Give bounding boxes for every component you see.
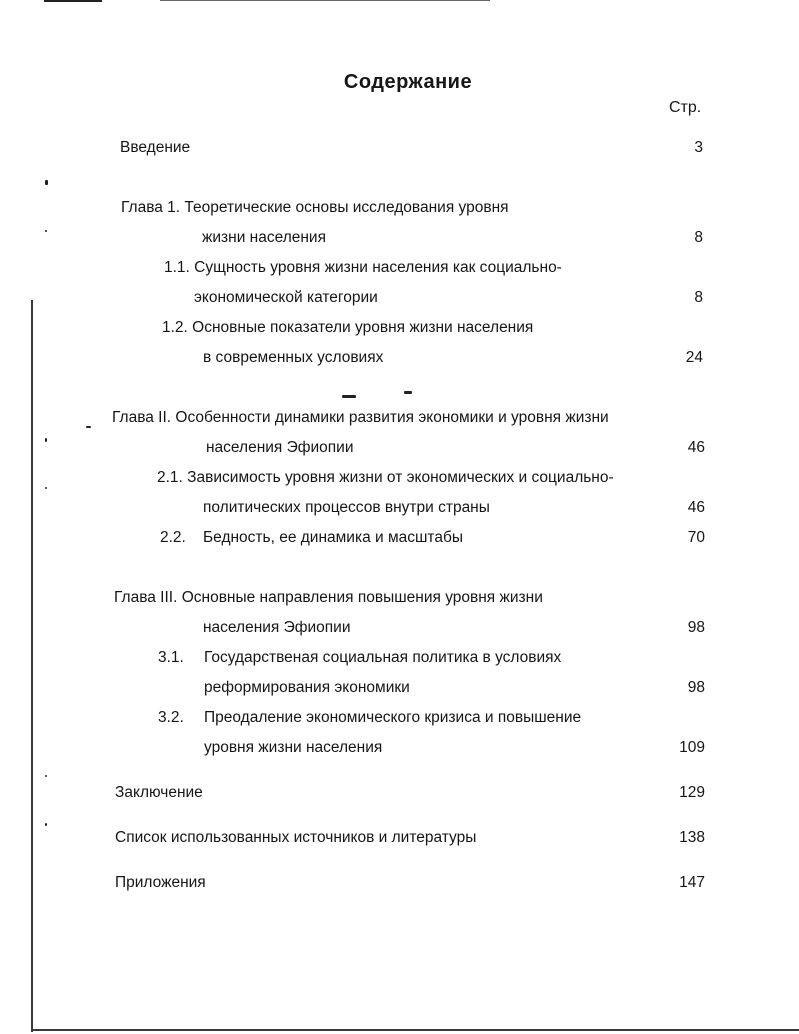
toc-page-number: 98 [687, 679, 705, 696]
toc-page-number: 98 [687, 619, 705, 636]
page-edge-left [31, 300, 33, 1032]
toc-entry-intro: Введение [120, 139, 191, 156]
toc-entry-appendices: Приложения [115, 874, 206, 891]
toc-page-number: 46 [687, 499, 705, 516]
toc-section-3-1-cont: реформирования экономики [204, 679, 410, 696]
toc-section-2-2-number: 2.2. [160, 529, 186, 546]
toc-section-3-2-number: 3.2. [158, 709, 184, 726]
toc-page-number: 138 [679, 829, 705, 846]
toc-page-number: 109 [679, 739, 705, 756]
toc-section-2-2: Бедность, ее динамика и масштабы [203, 529, 463, 546]
scan-artifact-top-right [160, 0, 490, 1]
speck [45, 230, 47, 232]
toc-section-1-2-cont: в современных условиях [203, 349, 384, 366]
toc-chapter-1-cont: жизни населения [202, 229, 326, 246]
speck [45, 487, 47, 489]
toc-page-number: 147 [679, 874, 705, 891]
toc-page-number: 3 [694, 139, 703, 156]
toc-page-number: 70 [687, 529, 705, 546]
speck [45, 180, 48, 185]
toc-chapter-2-cont: населения Эфиопии [206, 439, 354, 456]
page-edge-bottom [31, 1029, 799, 1031]
toc-section-3-2: Преодаление экономического кризиса и повышение [204, 709, 582, 726]
toc-page-number: 129 [679, 784, 705, 801]
toc-chapter-1: Глава 1. Теоретические основы исследования уровня [121, 199, 509, 216]
toc-chapter-3: Глава III. Основные направления повышения уровня жизни [114, 589, 543, 606]
toc-section-3-1: Государственая социальная политика в условиях [204, 649, 562, 666]
speck [45, 775, 47, 777]
toc-section-1-2: 1.2. Основные показатели уровня жизни населения [162, 319, 534, 336]
toc-chapter-3-cont: населения Эфиопии [203, 619, 351, 636]
toc-section-1-1-cont: экономической категории [194, 289, 378, 306]
scan-artifact-top-left [44, 0, 102, 2]
toc-entry-sources: Список использованных источников и литературы [115, 829, 477, 846]
speck [45, 438, 47, 442]
toc-entry-conclusion: Заключение [115, 784, 203, 801]
toc-section-1-1: 1.1. Сущность уровня жизни населения как социально- [164, 259, 562, 276]
toc-chapter-2: Глава II. Особенности динамики развития экономики и уровня жизни [112, 409, 609, 426]
speck [342, 395, 356, 398]
page-column-header: Стр. [669, 99, 702, 116]
speck [404, 391, 412, 394]
speck [45, 823, 47, 826]
toc-section-2-1: 2.1. Зависимость уровня жизни от экономических и социально- [157, 469, 614, 486]
toc-page-number: 24 [685, 349, 703, 366]
toc-page-number: 8 [694, 289, 703, 306]
page-title: Содержание [343, 71, 473, 93]
toc-page-number: 8 [694, 229, 703, 246]
speck [86, 426, 91, 428]
toc-section-3-2-cont: уровня жизни населения [204, 739, 383, 756]
toc-page-number: 46 [687, 439, 705, 456]
toc-section-3-1-number: 3.1. [158, 649, 184, 666]
toc-section-2-1-cont: политических процессов внутри страны [203, 499, 490, 516]
